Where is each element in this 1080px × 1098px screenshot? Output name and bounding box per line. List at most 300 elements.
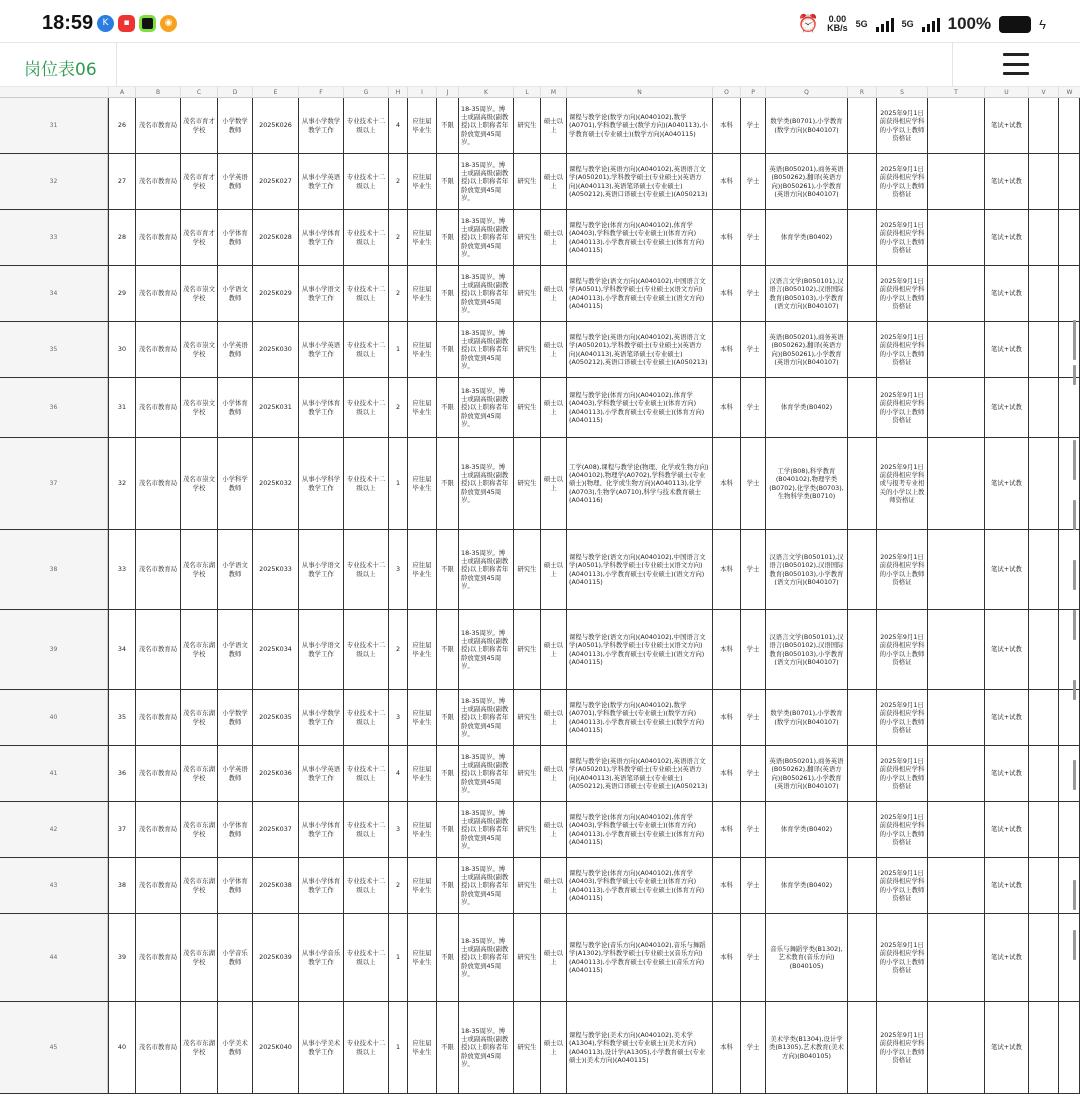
cell-num[interactable]: 3 (388, 690, 407, 745)
scroll-indicator[interactable] (1073, 560, 1076, 590)
cell-empty[interactable] (1058, 610, 1080, 689)
cell-bach[interactable]: 本科 (712, 914, 740, 1001)
cell-empty[interactable] (1028, 322, 1058, 377)
cell-code[interactable]: 2025K034 (252, 610, 298, 689)
cell-no[interactable]: 40 (108, 1002, 135, 1093)
cell-age[interactable]: 18-35周岁。博士或副高级(副教授)以上职称者年龄放宽到45周岁。 (458, 438, 513, 529)
cell-exam[interactable]: 笔试+试教 (984, 210, 1028, 265)
cell-bdeg[interactable]: 学士 (740, 210, 765, 265)
cell-cond[interactable]: 2025年9月1日前获得相应学科的小学以上教师资格证 (876, 210, 927, 265)
row-number[interactable]: 35 (0, 322, 108, 377)
cell-edu[interactable]: 研究生 (513, 438, 540, 529)
cell-post[interactable]: 小学英语教师 (217, 322, 252, 377)
cell-num[interactable]: 2 (388, 858, 407, 913)
cell-unit[interactable]: 茂名市东湖学校 (180, 1002, 217, 1093)
cell-age[interactable]: 18-35周岁。博士或副高级(副教授)以上职称者年龄放宽到45周岁。 (458, 322, 513, 377)
cell-grad_major[interactable]: 课程与教学论(体育方向)(A040102),体育学(A0403),学科教学硕士(专业硕士)(体育方向)(A040113),小学教育硕士(专业硕士)(体育方向)(A040115) (566, 858, 712, 913)
cell-no[interactable]: 33 (108, 530, 135, 609)
cell-level[interactable]: 专业技术十二级以上 (343, 858, 388, 913)
cell-empty[interactable] (1058, 530, 1080, 609)
cell-num[interactable]: 2 (388, 610, 407, 689)
cell-duty[interactable]: 从事小学体育教学工作 (298, 802, 343, 857)
cell-bach[interactable]: 本科 (712, 1002, 740, 1093)
cell-code[interactable]: 2025K033 (252, 530, 298, 609)
cell-ug_major[interactable]: 体育学类(B0402) (765, 802, 847, 857)
cell-exam[interactable]: 笔试+试教 (984, 746, 1028, 801)
cell-exam[interactable]: 笔试+试教 (984, 1002, 1028, 1093)
cell-empty[interactable] (847, 322, 876, 377)
cell-dept[interactable]: 茂名市教育局 (135, 610, 180, 689)
cell-num[interactable]: 1 (388, 1002, 407, 1093)
cell-degree[interactable]: 硕士以上 (540, 266, 566, 321)
cell-src[interactable]: 应往届毕业生 (407, 746, 436, 801)
cell-post[interactable]: 小学数学教师 (217, 98, 252, 153)
cell-duty[interactable]: 从事小学体育教学工作 (298, 378, 343, 437)
cell-edu[interactable]: 研究生 (513, 210, 540, 265)
column-header-F[interactable]: F (298, 87, 343, 98)
cell-empty[interactable] (1028, 690, 1058, 745)
cell-empty[interactable] (847, 530, 876, 609)
cell-code[interactable]: 2025K030 (252, 322, 298, 377)
cell-no[interactable]: 32 (108, 438, 135, 529)
cell-unit[interactable]: 茂名市育才学校 (180, 210, 217, 265)
cell-duty[interactable]: 从事小学体育教学工作 (298, 210, 343, 265)
cell-exam[interactable]: 笔试+试教 (984, 610, 1028, 689)
cell-empty[interactable] (1058, 914, 1080, 1001)
cell-no[interactable]: 28 (108, 210, 135, 265)
cell-degree[interactable]: 硕士以上 (540, 858, 566, 913)
cell-cond[interactable]: 2025年9月1日前获得相应学科的小学以上教师资格证 (876, 98, 927, 153)
cell-dept[interactable]: 茂名市教育局 (135, 266, 180, 321)
cell-grad_major[interactable]: 课程与教学论(美术方向)(A040102),美术学(A1304),学科教学硕士(专业硕士)(美术方向)(A040113),设计学(A1305),小学教育硕士(专业硕士)(美术方向)(A040115) (566, 1002, 712, 1093)
cell-level[interactable]: 专业技术十二级以上 (343, 690, 388, 745)
cell-bdeg[interactable]: 学士 (740, 154, 765, 209)
cell-unit[interactable]: 茂名市东湖学校 (180, 802, 217, 857)
cell-age[interactable]: 18-35周岁。博士或副高级(副教授)以上职称者年龄放宽到45周岁。 (458, 530, 513, 609)
column-header-R[interactable]: R (847, 87, 876, 98)
cell-ug_major[interactable]: 工学(B08),科学教育(B040102),物理学类(B0702),化学类(B0703),生物科学类(B0710) (765, 438, 847, 529)
cell-level[interactable]: 专业技术十二级以上 (343, 1002, 388, 1093)
cell-gender[interactable]: 不限 (436, 210, 458, 265)
cell-level[interactable]: 专业技术十二级以上 (343, 98, 388, 153)
cell-no[interactable]: 26 (108, 98, 135, 153)
cell-cond[interactable]: 2025年9月1日前获得相应学科的小学以上教师资格证 (876, 802, 927, 857)
cell-bach[interactable]: 本科 (712, 690, 740, 745)
cell-dept[interactable]: 茂名市教育局 (135, 530, 180, 609)
cell-no[interactable]: 36 (108, 746, 135, 801)
cell-cond[interactable]: 2025年9月1日前获得相应学科的小学以上教师资格证 (876, 746, 927, 801)
cell-num[interactable]: 2 (388, 210, 407, 265)
cell-empty[interactable] (927, 746, 984, 801)
cell-ug_major[interactable]: 体育学类(B0402) (765, 858, 847, 913)
cell-empty[interactable] (847, 802, 876, 857)
cell-dept[interactable]: 茂名市教育局 (135, 746, 180, 801)
cell-ug_major[interactable]: 体育学类(B0402) (765, 378, 847, 437)
cell-src[interactable]: 应往届毕业生 (407, 266, 436, 321)
cell-src[interactable]: 应往届毕业生 (407, 154, 436, 209)
cell-ug_major[interactable]: 美术学类(B1304),设计学类(B1305),艺术教育(美术方向)(B040105) (765, 1002, 847, 1093)
cell-bdeg[interactable]: 学士 (740, 266, 765, 321)
cell-duty[interactable]: 从事小学数学教学工作 (298, 98, 343, 153)
column-header-L[interactable]: L (513, 87, 540, 98)
column-header-N[interactable]: N (566, 87, 712, 98)
column-header-H[interactable]: H (388, 87, 407, 98)
cell-duty[interactable]: 从事小学体育教学工作 (298, 858, 343, 913)
cell-grad_major[interactable]: 课程与教学论(语文方向)(A040102),中国语言文学(A0501),学科教学硕士(专业硕士)(语文方向)(A040113),小学教育硕士(专业硕士)(语文方向)(A040115) (566, 530, 712, 609)
cell-code[interactable]: 2025K029 (252, 266, 298, 321)
scroll-indicator[interactable] (1073, 760, 1076, 790)
cell-ug_major[interactable]: 体育学类(B0402) (765, 210, 847, 265)
cell-degree[interactable]: 硕士以上 (540, 914, 566, 1001)
cell-post[interactable]: 小学音乐教师 (217, 914, 252, 1001)
row-number[interactable]: 37 (0, 438, 108, 529)
column-header-P[interactable]: P (740, 87, 765, 98)
cell-exam[interactable]: 笔试+试教 (984, 914, 1028, 1001)
cell-unit[interactable]: 茂名市祟文学校 (180, 322, 217, 377)
cell-empty[interactable] (847, 690, 876, 745)
cell-bdeg[interactable]: 学士 (740, 438, 765, 529)
cell-age[interactable]: 18-35周岁。博士或副高级(副教授)以上职称者年龄放宽到45周岁。 (458, 1002, 513, 1093)
cell-duty[interactable]: 从事小学英语教学工作 (298, 322, 343, 377)
cell-degree[interactable]: 硕士以上 (540, 154, 566, 209)
column-header-I[interactable]: I (407, 87, 436, 98)
cell-gender[interactable]: 不限 (436, 322, 458, 377)
cell-no[interactable]: 31 (108, 378, 135, 437)
cell-src[interactable]: 应往届毕业生 (407, 210, 436, 265)
cell-cond[interactable]: 2025年9月1日前获得相应学科的小学以上教师资格证 (876, 914, 927, 1001)
cell-empty[interactable] (927, 530, 984, 609)
cell-degree[interactable]: 硕士以上 (540, 746, 566, 801)
cell-empty[interactable] (847, 438, 876, 529)
column-header-V[interactable]: V (1028, 87, 1058, 98)
cell-empty[interactable] (927, 154, 984, 209)
cell-level[interactable]: 专业技术十二级以上 (343, 530, 388, 609)
cell-duty[interactable]: 从事小学语文教学工作 (298, 266, 343, 321)
cell-unit[interactable]: 茂名市东湖学校 (180, 530, 217, 609)
cell-exam[interactable]: 笔试+试教 (984, 154, 1028, 209)
cell-num[interactable]: 3 (388, 530, 407, 609)
cell-unit[interactable]: 茂名市东湖学校 (180, 858, 217, 913)
cell-bdeg[interactable]: 学士 (740, 322, 765, 377)
cell-empty[interactable] (927, 1002, 984, 1093)
cell-empty[interactable] (847, 858, 876, 913)
cell-src[interactable]: 应往届毕业生 (407, 1002, 436, 1093)
cell-bdeg[interactable]: 学士 (740, 858, 765, 913)
cell-bdeg[interactable]: 学士 (740, 98, 765, 153)
cell-bach[interactable]: 本科 (712, 610, 740, 689)
cell-grad_major[interactable]: 课程与教学论(音乐方向)(A040102),音乐与舞蹈学(A1302),学科教学硕士(专业硕士)(音乐方向)(A040113),小学教育硕士(专业硕士)(音乐方向)(A040115) (566, 914, 712, 1001)
cell-ug_major[interactable]: 数学类(B0701),小学教育(数学方向)(B040107) (765, 690, 847, 745)
column-header-E[interactable]: E (252, 87, 298, 98)
cell-empty[interactable] (1058, 322, 1080, 377)
column-header-O[interactable]: O (712, 87, 740, 98)
cell-no[interactable]: 34 (108, 610, 135, 689)
row-number[interactable]: 45 (0, 1002, 108, 1093)
cell-no[interactable]: 30 (108, 322, 135, 377)
cell-gender[interactable]: 不限 (436, 154, 458, 209)
cell-bach[interactable]: 本科 (712, 210, 740, 265)
cell-degree[interactable]: 硕士以上 (540, 530, 566, 609)
cell-code[interactable]: 2025K028 (252, 210, 298, 265)
cell-post[interactable]: 小学美术教师 (217, 1002, 252, 1093)
cell-code[interactable]: 2025K035 (252, 690, 298, 745)
cell-empty[interactable] (927, 438, 984, 529)
cell-empty[interactable] (1028, 266, 1058, 321)
row-number[interactable]: 33 (0, 210, 108, 265)
cell-age[interactable]: 18-35周岁。博士或副高级(副教授)以上职称者年龄放宽到45周岁。 (458, 802, 513, 857)
cell-cond[interactable]: 2025年9月1日前获得相应学科的小学以上教师资格证 (876, 610, 927, 689)
cell-duty[interactable]: 从事小学语文教学工作 (298, 610, 343, 689)
row-number[interactable]: 41 (0, 746, 108, 801)
cell-empty[interactable] (927, 98, 984, 153)
cell-level[interactable]: 专业技术十二级以上 (343, 378, 388, 437)
cell-code[interactable]: 2025K039 (252, 914, 298, 1001)
cell-post[interactable]: 小学科学教师 (217, 438, 252, 529)
cell-degree[interactable]: 硕士以上 (540, 802, 566, 857)
cell-post[interactable]: 小学体育教师 (217, 858, 252, 913)
cell-ug_major[interactable]: 汉语言文学(B050101),汉语言(B050102),汉语国际教育(B050103),小学教育(语文方向)(B040107) (765, 266, 847, 321)
cell-num[interactable]: 1 (388, 438, 407, 529)
cell-empty[interactable] (1028, 98, 1058, 153)
cell-num[interactable]: 1 (388, 914, 407, 1001)
scroll-indicator[interactable] (1073, 440, 1076, 480)
cell-empty[interactable] (847, 746, 876, 801)
cell-gender[interactable]: 不限 (436, 802, 458, 857)
cell-bach[interactable]: 本科 (712, 98, 740, 153)
cell-age[interactable]: 18-35周岁。博士或副高级(副教授)以上职称者年龄放宽到45周岁。 (458, 690, 513, 745)
cell-cond[interactable]: 2025年9月1日前获得相应学科的小学以上教师资格证 (876, 530, 927, 609)
cell-src[interactable]: 应往届毕业生 (407, 378, 436, 437)
cell-exam[interactable]: 笔试+试教 (984, 858, 1028, 913)
cell-gender[interactable]: 不限 (436, 530, 458, 609)
cell-empty[interactable] (1028, 610, 1058, 689)
cell-empty[interactable] (1028, 802, 1058, 857)
column-header-J[interactable]: J (436, 87, 458, 98)
row-number[interactable]: 32 (0, 154, 108, 209)
cell-cond[interactable]: 2025年9月1日前获得相应学科的小学以上教师资格证 (876, 378, 927, 437)
cell-empty[interactable] (847, 610, 876, 689)
cell-degree[interactable]: 硕士以上 (540, 690, 566, 745)
cell-dept[interactable]: 茂名市教育局 (135, 378, 180, 437)
cell-level[interactable]: 专业技术十二级以上 (343, 266, 388, 321)
column-header-D[interactable]: D (217, 87, 252, 98)
cell-duty[interactable]: 从事小学语文教学工作 (298, 530, 343, 609)
cell-no[interactable]: 35 (108, 690, 135, 745)
cell-empty[interactable] (927, 858, 984, 913)
cell-num[interactable]: 2 (388, 154, 407, 209)
cell-bach[interactable]: 本科 (712, 746, 740, 801)
cell-bach[interactable]: 本科 (712, 266, 740, 321)
cell-empty[interactable] (927, 266, 984, 321)
cell-edu[interactable]: 研究生 (513, 378, 540, 437)
cell-age[interactable]: 18-35周岁。博士或副高级(副教授)以上职称者年龄放宽到45周岁。 (458, 858, 513, 913)
row-number[interactable]: 38 (0, 530, 108, 609)
cell-src[interactable]: 应往届毕业生 (407, 690, 436, 745)
cell-empty[interactable] (1058, 438, 1080, 529)
cell-ug_major[interactable]: 汉语言文学(B050101),汉语言(B050102),汉语国际教育(B050103),小学教育(语文方向)(B040107) (765, 530, 847, 609)
column-header-M[interactable]: M (540, 87, 566, 98)
cell-empty[interactable] (927, 610, 984, 689)
cell-src[interactable]: 应往届毕业生 (407, 610, 436, 689)
scroll-indicator[interactable] (1073, 680, 1076, 700)
cell-bach[interactable]: 本科 (712, 378, 740, 437)
cell-gender[interactable]: 不限 (436, 690, 458, 745)
cell-empty[interactable] (927, 378, 984, 437)
cell-empty[interactable] (847, 154, 876, 209)
cell-exam[interactable]: 笔试+试教 (984, 266, 1028, 321)
cell-empty[interactable] (1058, 266, 1080, 321)
cell-grad_major[interactable]: 课程与教学论(体育方向)(A040102),体育学(A0403),学科教学硕士(专业硕士)(体育方向)(A040113),小学教育硕士(专业硕士)(体育方向)(A040115) (566, 210, 712, 265)
cell-grad_major[interactable]: 课程与教学论(数学方向)(A040102),数学(A0701),学科教学硕士(专业硕士)(数学方向)(A040113),小学教育硕士(专业硕士)(数学方向)(A040115) (566, 690, 712, 745)
cell-ug_major[interactable]: 数学类(B0701),小学教育(数学方向)(B040107) (765, 98, 847, 153)
column-header-Q[interactable]: Q (765, 87, 847, 98)
column-header-K[interactable]: K (458, 87, 513, 98)
cell-bdeg[interactable]: 学士 (740, 1002, 765, 1093)
cell-grad_major[interactable]: 课程与教学论(英语方向)(A040102),英语语言文学(A050201),学科教学硕士(专业硕士)(英语方向)(A040113),英语笔译硕士(专业硕士)(A050212),英语口译硕士(专业硕士)(A050213) (566, 154, 712, 209)
cell-ug_major[interactable]: 英语(B050201),商务英语(B050262),翻译(英语方向)(B050261),小学教育(英语方向)(B040107) (765, 746, 847, 801)
row-number[interactable]: 31 (0, 98, 108, 153)
row-number[interactable]: 39 (0, 610, 108, 689)
cell-post[interactable]: 小学英语教师 (217, 154, 252, 209)
cell-exam[interactable]: 笔试+试教 (984, 378, 1028, 437)
cell-bdeg[interactable]: 学士 (740, 610, 765, 689)
cell-gender[interactable]: 不限 (436, 98, 458, 153)
cell-cond[interactable]: 2025年9月1日前获得相应学科的小学以上教师资格证 (876, 266, 927, 321)
cell-cond[interactable]: 2025年9月1日前获得相应学科的小学以上教师资格证 (876, 858, 927, 913)
cell-dept[interactable]: 茂名市教育局 (135, 210, 180, 265)
cell-empty[interactable] (1058, 1002, 1080, 1093)
cell-age[interactable]: 18-35周岁。博士或副高级(副教授)以上职称者年龄放宽到45周岁。 (458, 746, 513, 801)
row-number[interactable]: 34 (0, 266, 108, 321)
column-header-A[interactable]: A (108, 87, 135, 98)
cell-empty[interactable] (1028, 1002, 1058, 1093)
cell-dept[interactable]: 茂名市教育局 (135, 802, 180, 857)
cell-cond[interactable]: 2025年9月1日前获得相应学科的小学以上教师资格证 (876, 154, 927, 209)
cell-age[interactable]: 18-35周岁。博士或副高级(副教授)以上职称者年龄放宽到45周岁。 (458, 610, 513, 689)
cell-unit[interactable]: 茂名市东湖学校 (180, 746, 217, 801)
cell-no[interactable]: 27 (108, 154, 135, 209)
cell-unit[interactable]: 茂名市祟文学校 (180, 438, 217, 529)
cell-level[interactable]: 专业技术十二级以上 (343, 322, 388, 377)
cell-edu[interactable]: 研究生 (513, 746, 540, 801)
cell-empty[interactable] (1028, 530, 1058, 609)
cell-bdeg[interactable]: 学士 (740, 530, 765, 609)
cell-bdeg[interactable]: 学士 (740, 690, 765, 745)
cell-empty[interactable] (1028, 154, 1058, 209)
cell-edu[interactable]: 研究生 (513, 530, 540, 609)
cell-grad_major[interactable]: 工学(A08),课程与教学论(物理、化学或生物方向)(A040102),物理学(A0702),学科教学硕士(专业硕士)(物理、化学或生物方向)(A040113),化学(A0703),生物学(A0710),科学与技术教育硕士(A040116) (566, 438, 712, 529)
cell-level[interactable]: 专业技术十二级以上 (343, 154, 388, 209)
cell-ug_major[interactable]: 英语(B050201),商务英语(B050262),翻译(英语方向)(B050261),小学教育(英语方向)(B040107) (765, 154, 847, 209)
row-number[interactable]: 40 (0, 690, 108, 745)
cell-empty[interactable] (1058, 858, 1080, 913)
cell-empty[interactable] (1028, 746, 1058, 801)
cell-duty[interactable]: 从事小学美术教学工作 (298, 1002, 343, 1093)
cell-bach[interactable]: 本科 (712, 322, 740, 377)
cell-cond[interactable]: 2025年9月1日前获得相应学科的小学以上教师资格证 (876, 322, 927, 377)
cell-grad_major[interactable]: 课程与教学论(语文方向)(A040102),中国语言文学(A0501),学科教学硕士(专业硕士)(语文方向)(A040113),小学教育硕士(专业硕士)(语文方向)(A040115) (566, 266, 712, 321)
cell-unit[interactable]: 茂名市东湖学校 (180, 914, 217, 1001)
cell-post[interactable]: 小学语文教师 (217, 266, 252, 321)
cell-empty[interactable] (927, 690, 984, 745)
cell-no[interactable]: 38 (108, 858, 135, 913)
cell-unit[interactable]: 茂名市育才学校 (180, 154, 217, 209)
cell-dept[interactable]: 茂名市教育局 (135, 98, 180, 153)
cell-src[interactable]: 应往届毕业生 (407, 322, 436, 377)
cell-empty[interactable] (927, 322, 984, 377)
cell-edu[interactable]: 研究生 (513, 858, 540, 913)
cell-unit[interactable]: 茂名市东湖学校 (180, 690, 217, 745)
cell-unit[interactable]: 茂名市育才学校 (180, 98, 217, 153)
cell-no[interactable]: 39 (108, 914, 135, 1001)
cell-gender[interactable]: 不限 (436, 610, 458, 689)
cell-empty[interactable] (847, 210, 876, 265)
cell-degree[interactable]: 硕士以上 (540, 610, 566, 689)
cell-bach[interactable]: 本科 (712, 802, 740, 857)
cell-grad_major[interactable]: 课程与教学论(体育方向)(A040102),体育学(A0403),学科教学硕士(专业硕士)(体育方向)(A040113),小学教育硕士(专业硕士)(体育方向)(A040115) (566, 802, 712, 857)
cell-empty[interactable] (1058, 98, 1080, 153)
cell-exam[interactable]: 笔试+试教 (984, 438, 1028, 529)
cell-gender[interactable]: 不限 (436, 266, 458, 321)
cell-bach[interactable]: 本科 (712, 858, 740, 913)
cell-post[interactable]: 小学数学教师 (217, 690, 252, 745)
cell-age[interactable]: 18-35周岁。博士或副高级(副教授)以上职称者年龄放宽到45周岁。 (458, 210, 513, 265)
cell-bach[interactable]: 本科 (712, 530, 740, 609)
cell-gender[interactable]: 不限 (436, 914, 458, 1001)
cell-no[interactable]: 37 (108, 802, 135, 857)
cell-empty[interactable] (1058, 746, 1080, 801)
cell-empty[interactable] (927, 802, 984, 857)
cell-gender[interactable]: 不限 (436, 1002, 458, 1093)
cell-code[interactable]: 2025K026 (252, 98, 298, 153)
cell-gender[interactable]: 不限 (436, 438, 458, 529)
cell-bdeg[interactable]: 学士 (740, 802, 765, 857)
cell-dept[interactable]: 茂名市教育局 (135, 690, 180, 745)
cell-src[interactable]: 应往届毕业生 (407, 802, 436, 857)
scroll-indicator[interactable] (1073, 930, 1076, 960)
cell-unit[interactable]: 茂名市祟文学校 (180, 266, 217, 321)
cell-level[interactable]: 专业技术十二级以上 (343, 746, 388, 801)
cell-bdeg[interactable]: 学士 (740, 746, 765, 801)
cell-exam[interactable]: 笔试+试教 (984, 530, 1028, 609)
cell-cond[interactable]: 2025年9月1日前获得相应学科的小学以上教师资格证 (876, 1002, 927, 1093)
scroll-indicator[interactable] (1073, 320, 1076, 360)
row-number[interactable]: 43 (0, 858, 108, 913)
cell-src[interactable]: 应往届毕业生 (407, 530, 436, 609)
cell-empty[interactable] (927, 914, 984, 1001)
sheet-tab-title[interactable]: 岗位表06 (24, 60, 97, 80)
cell-empty[interactable] (847, 378, 876, 437)
cell-degree[interactable]: 硕士以上 (540, 322, 566, 377)
column-header-S[interactable]: S (876, 87, 927, 98)
row-number[interactable]: 36 (0, 378, 108, 437)
cell-post[interactable]: 小学体育教师 (217, 210, 252, 265)
cell-edu[interactable]: 研究生 (513, 914, 540, 1001)
cell-grad_major[interactable]: 课程与教学论(英语方向)(A040102),英语语言文学(A050201),学科教学硕士(专业硕士)(英语方向)(A040113),英语笔译硕士(专业硕士)(A050212),英语口译硕士(专业硕士)(A050213) (566, 322, 712, 377)
scroll-indicator[interactable] (1073, 500, 1076, 530)
cell-level[interactable]: 专业技术十二级以上 (343, 210, 388, 265)
cell-gender[interactable]: 不限 (436, 858, 458, 913)
cell-grad_major[interactable]: 课程与教学论(体育方向)(A040102),体育学(A0403),学科教学硕士(专业硕士)(体育方向)(A040113),小学教育硕士(专业硕士)(体育方向)(A040115) (566, 378, 712, 437)
cell-bdeg[interactable]: 学士 (740, 914, 765, 1001)
row-number[interactable]: 44 (0, 914, 108, 1001)
cell-dept[interactable]: 茂名市教育局 (135, 914, 180, 1001)
cell-num[interactable]: 1 (388, 322, 407, 377)
cell-src[interactable]: 应往届毕业生 (407, 98, 436, 153)
cell-src[interactable]: 应往届毕业生 (407, 858, 436, 913)
cell-empty[interactable] (1058, 154, 1080, 209)
cell-grad_major[interactable]: 课程与教学论(语文方向)(A040102),中国语言文学(A0501),学科教学硕士(专业硕士)(语文方向)(A040113),小学教育硕士(专业硕士)(语文方向)(A040115) (566, 610, 712, 689)
